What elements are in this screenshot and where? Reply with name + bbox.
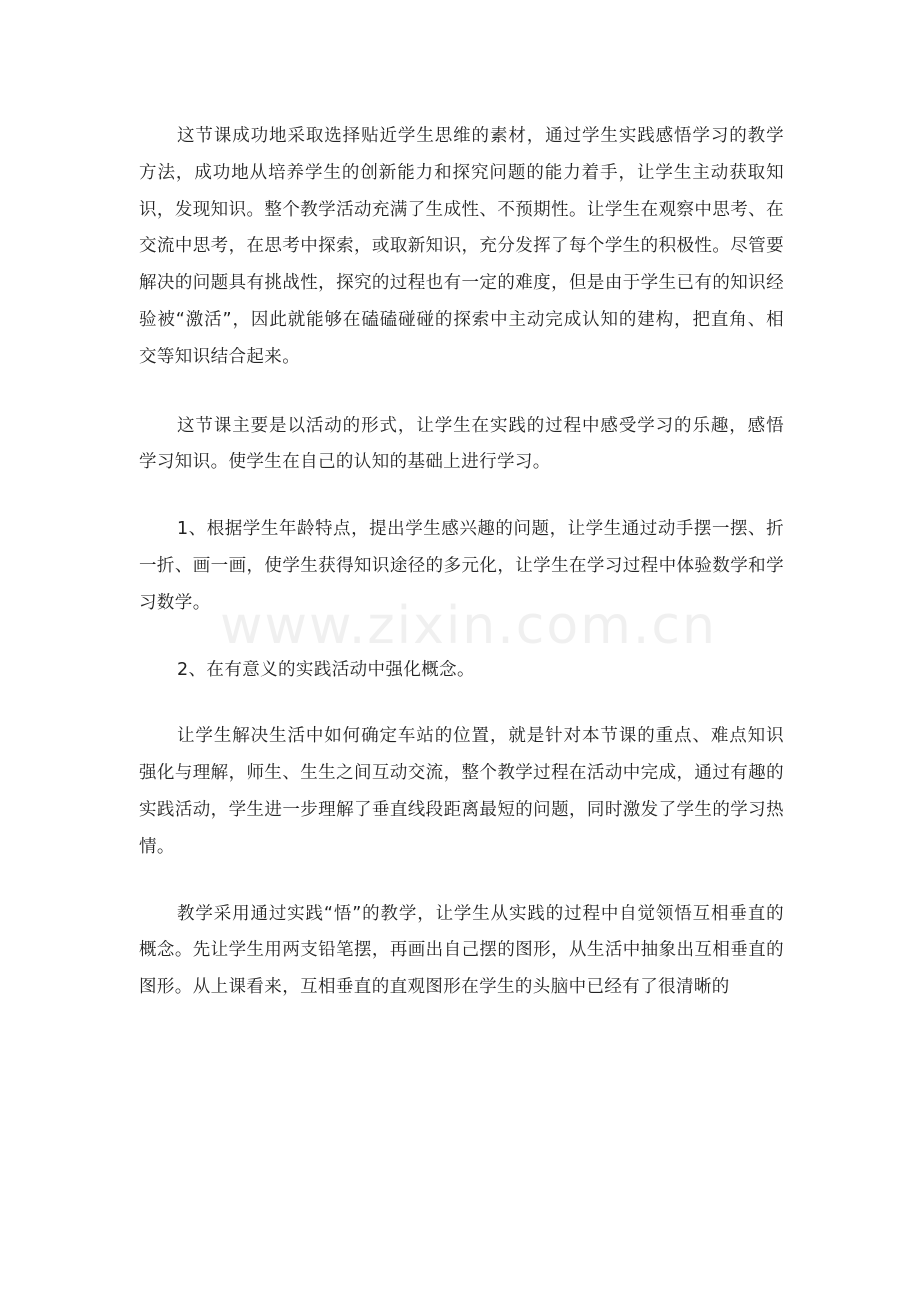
- document-body: [139, 118, 784, 1006]
- paragraph-4: 2、在有意义的实践活动中强化概念。: [177, 659, 475, 680]
- paragraph-6: 教学采用通过实践“悟”的教学，让学生从实践的过程中自觉领悟互相垂直的概念。先让学生用两支铅笔摆，再画出自己摆的图形，从生活中抽象出互相垂直的图形。从上课看来，互相垂直的直观图形在学生的头脑中已经有了很清晰的: [139, 903, 784, 998]
- watermark: www.zixin.com.cn: [220, 596, 717, 656]
- paragraph-2: 这节课主要是以活动的形式，让学生在实践的过程中感受学习的乐趣，感悟学习知识。使学生在自己的认知的基础上进行学习。: [139, 415, 784, 473]
- paragraph-1: 这节课成功地采取选择贴近学生思维的素材，通过学生实践感悟学习的教学方法，成功地从培养学生的创新能力和探究问题的能力着手，让学生主动获取知识，发现知识。整个教学活动充满了生成性、不预期性。让学生在观察中思考、在交流中思考，在思考中探索，或取新知识，充分发挥了每个学生的积极性。尽管要解决的问题具有挑战性，探究的过程也有一定的难度，但是由于学生已有的知识经验被“激活”，因此就能够在磕磕碰碰的探索中主动完成认知的建构，把直角、相交等知识结合起来。: [139, 126, 784, 367]
- paragraph-3: 1、根据学生年龄特点，提出学生感兴趣的问题，让学生通过动手摆一摆、折一折、画一画，使学生获得知识途径的多元化，让学生在学习过程中体验数学和学习数学。: [139, 519, 784, 613]
- paragraph-5: 让学生解决生活中如何确定车站的位置，就是针对本节课的重点、难点知识强化与理解，师生、生生之间互动交流，整个教学过程在活动中完成，通过有趣的实践活动，学生进一步理解了垂直线段距离最短的问题，同时激发了学生的学习热情。: [139, 726, 784, 857]
